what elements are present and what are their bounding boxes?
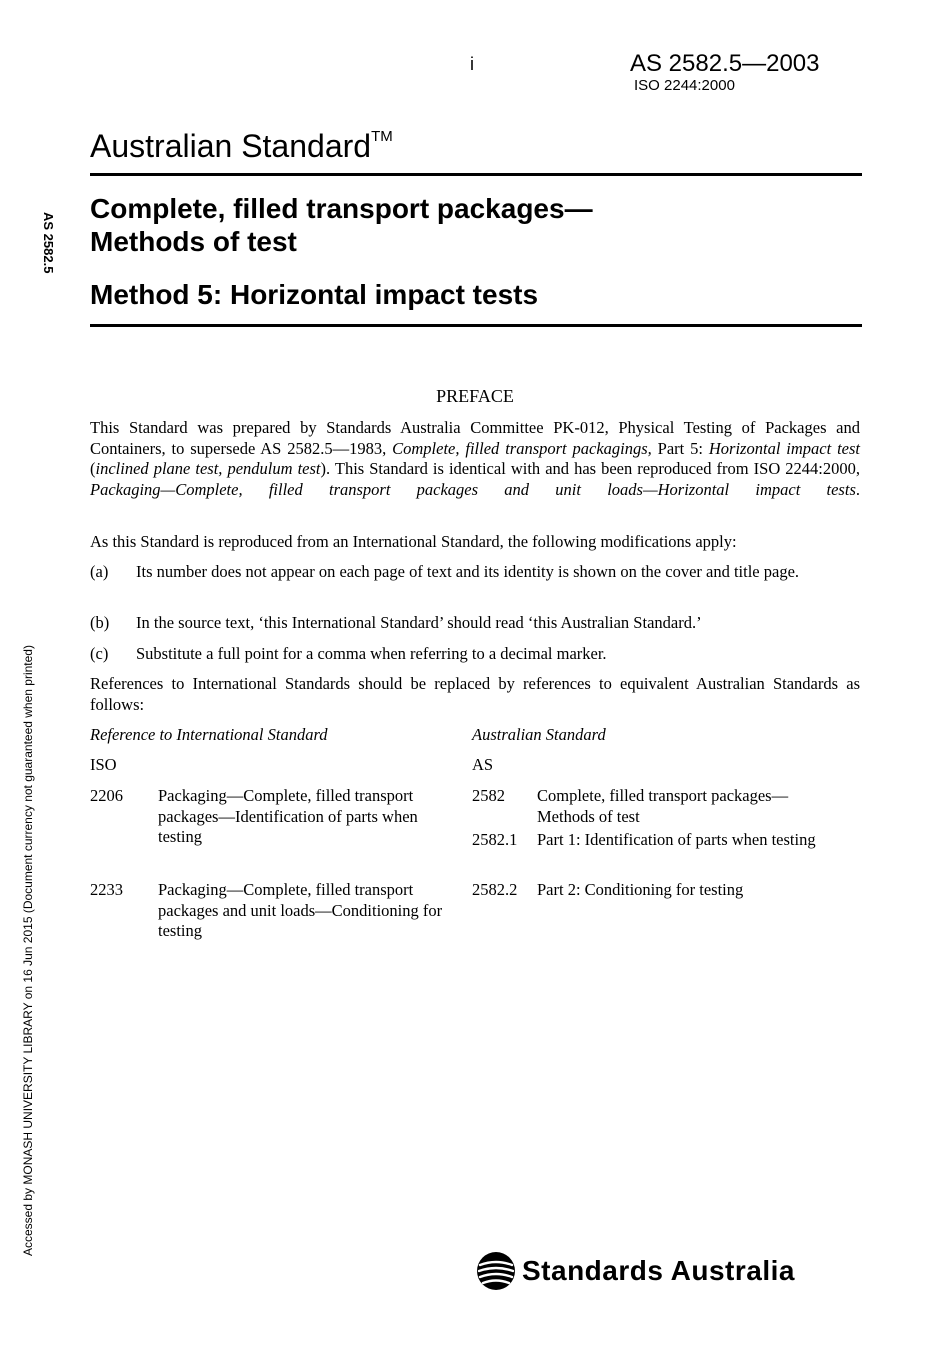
list-item-text: Substitute a full point for a comma when referring to a decimal marker.: [136, 644, 607, 663]
list-item-label: (b): [90, 613, 110, 632]
as-title-cell: Part 2: Conditioning for testing: [537, 880, 744, 899]
list-item-text: Its number does not appear on each page of text and its identity is shown on the cover and title page.: [136, 562, 800, 581]
method-title: Method 5: Horizontal impact tests: [90, 279, 539, 310]
side-standard-code: AS 2582.5: [41, 212, 56, 274]
list-item-label: (a): [90, 562, 109, 581]
preface-paragraph-2: As this Standard is reproduced from an International Standard, the following modifications apply:: [90, 532, 737, 551]
as-title-cell: Part 1: Identification of parts when testing: [537, 830, 816, 849]
standard-number: AS 2582.5—2003: [630, 50, 820, 77]
as-number-cell: 2582.1: [472, 830, 518, 849]
page-number: i: [470, 54, 474, 74]
as-title-cell: Complete, filled transport packages—Methods of test: [537, 786, 789, 826]
iso-number-cell: 2233: [90, 880, 123, 899]
list-item-label: (c): [90, 644, 109, 663]
as-number-cell: 2582: [472, 786, 505, 805]
trademark-mark: TM: [371, 128, 393, 146]
iso-title-cell: Packaging—Complete, filled transport packages—Identification of parts when testing: [158, 786, 418, 846]
title-line-2: Methods of test: [90, 226, 297, 257]
standards-australia-logo-icon: [476, 1251, 516, 1291]
prefix-iso: ISO: [90, 755, 117, 774]
title-line-1: Complete, filled transport packages—: [90, 193, 593, 224]
standards-australia-wordmark: Standards Australia: [522, 1255, 795, 1286]
brand-name: Australian Standard: [90, 128, 372, 164]
as-number-cell: 2582.2: [472, 880, 518, 899]
iso-title-cell: Packaging—Complete, filled transport packages and unit loads—Conditioning for testing: [158, 880, 443, 940]
preface-paragraph-3: References to International Standards should be replaced by references to equivalent Australian Standards as follows:: [90, 674, 860, 714]
iso-number-cell: 2206: [90, 786, 123, 805]
access-note: Accessed by MONASH UNIVERSITY LIBRARY on 16 Jun 2015 (Document currency not guaranteed when printed): [21, 645, 35, 1256]
bottom-rule: [90, 324, 862, 327]
header-international: Reference to International Standard: [90, 725, 328, 744]
top-rule: [90, 173, 862, 176]
brand-heading: [90, 128, 393, 165]
preface-heading: PREFACE: [436, 386, 514, 406]
header-australian: Australian Standard: [472, 725, 606, 744]
list-item-text: In the source text, ‘this International Standard’ should read ‘this Australian Standard.’: [136, 613, 702, 632]
preface-paragraph-1: This Standard was prepared by Standards Australia Committee PK-012, Physical Testing of Packages and Containers, to supersede AS 2582.5—1983, Complete, filled transport packagings, Part 5: Horizontal impact test (inclined plane test, pendulum test). This Standard is identical with and has been reproduced from ISO 2244:2000, Packaging—Complete, filled transport packages and unit loads—Horizontal impact tests.: [90, 418, 861, 499]
iso-number: ISO 2244:2000: [634, 77, 735, 94]
prefix-as: AS: [472, 755, 494, 774]
